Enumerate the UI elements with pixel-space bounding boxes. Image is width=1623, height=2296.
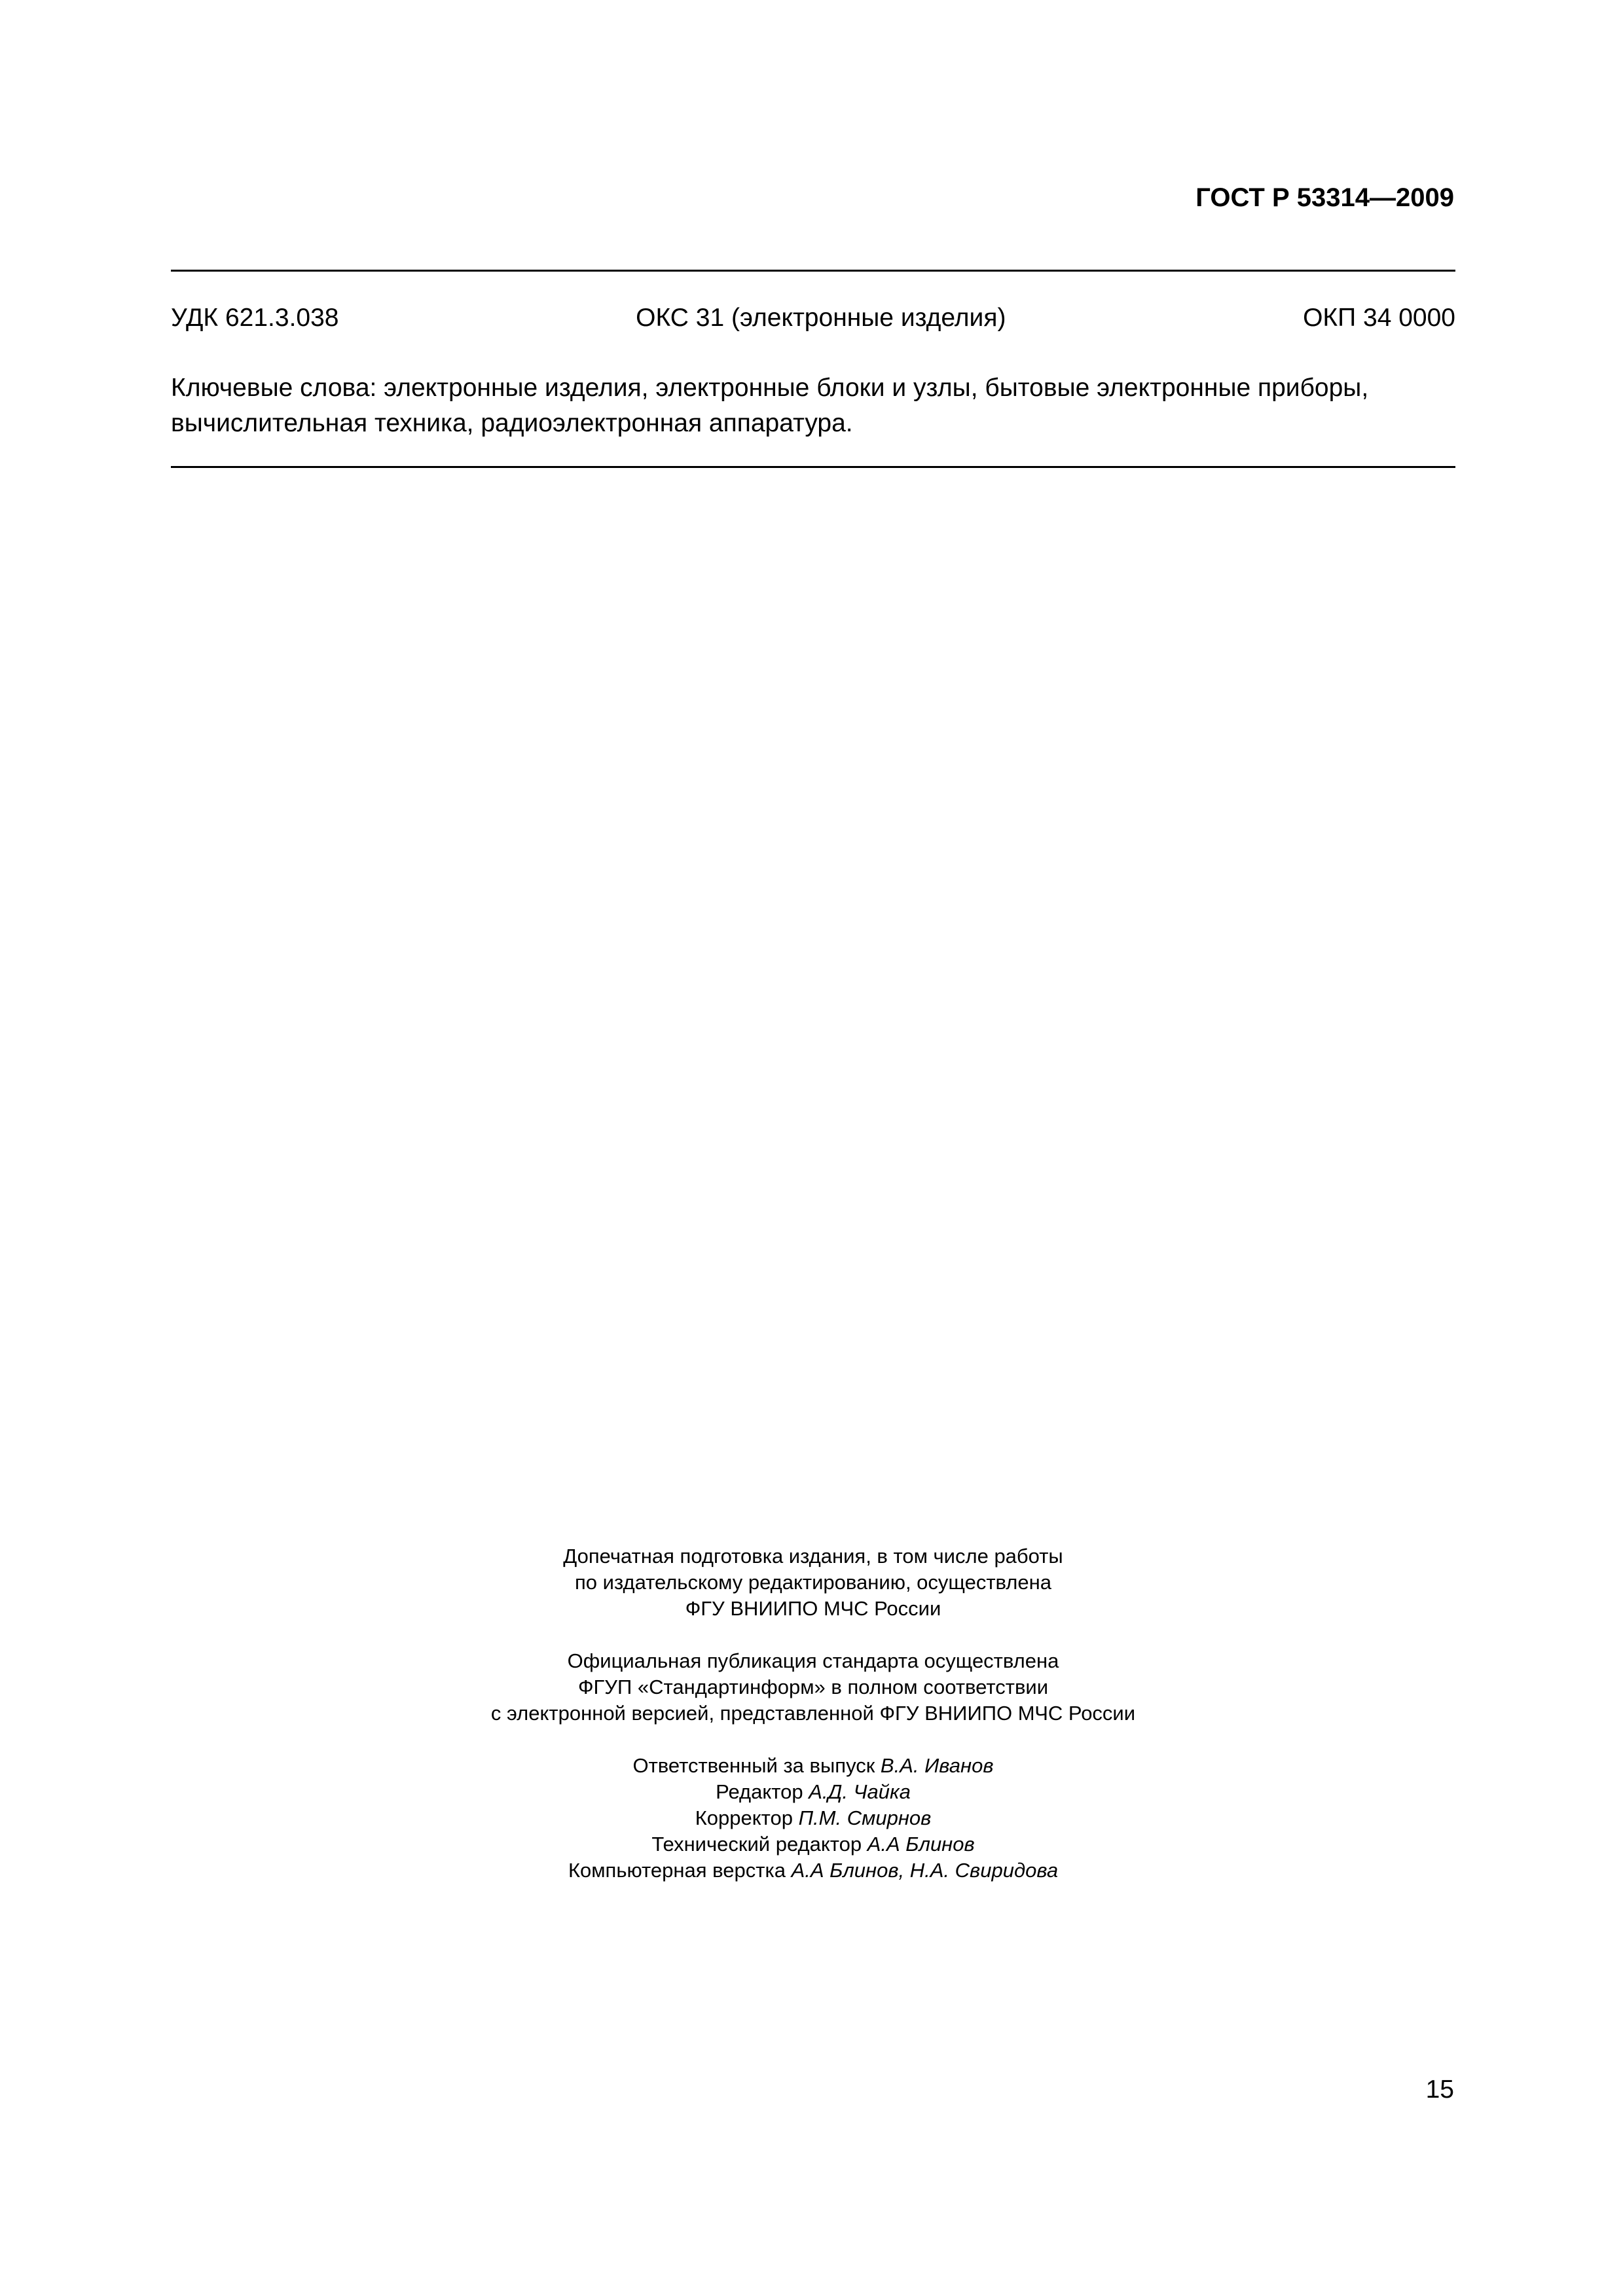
credit-name: В.А. Иванов [880, 1754, 994, 1777]
prepress-line: Допечатная подготовка издания, в том числе работы [563, 1545, 1063, 1568]
imprint-block [171, 1543, 1455, 1884]
bottom-divider [171, 466, 1455, 468]
document-code: ГОСТ Р 53314—2009 [1195, 183, 1454, 212]
publication-line: ФГУП «Стандартинформ» в полном соответствии [577, 1676, 1049, 1698]
credit-role: Технический редактор [651, 1833, 862, 1856]
credit-line [171, 1831, 1455, 1857]
prepress-line: по издательскому редактированию, осуществлена [575, 1571, 1051, 1594]
okp-code: ОКП 34 0000 [1303, 304, 1455, 332]
credit-line [171, 1857, 1455, 1884]
credit-line [171, 1805, 1455, 1831]
credit-name: А.А Блинов [867, 1833, 975, 1856]
prepress-line: ФГУ ВНИИПО МЧС России [685, 1597, 941, 1620]
oks-code: ОКС 31 (электронные изделия) [636, 304, 1006, 332]
credit-line [171, 1753, 1455, 1779]
udk-code: УДК 621.3.038 [171, 304, 339, 332]
credit-name: П.М. Смирнов [798, 1806, 932, 1829]
keywords [171, 370, 1455, 441]
spacer [171, 1622, 1455, 1648]
spacer [171, 1727, 1455, 1753]
classification-row [171, 305, 1455, 331]
publication-line: с электронной версией, представленной ФГУ ВНИИПО МЧС России [490, 1702, 1136, 1725]
publication-line: Официальная публикация стандарта осуществлена [567, 1649, 1059, 1672]
page-number: 15 [1425, 2075, 1454, 2104]
credit-name: А.Д. Чайка [809, 1780, 911, 1803]
credit-role: Редактор [716, 1780, 803, 1803]
keywords-line-2: вычислительная техника, радиоэлектронная аппаратура. [171, 409, 853, 437]
credit-role: Компьютерная верстка [568, 1859, 786, 1882]
credit-role: Корректор [695, 1806, 793, 1829]
credit-name: А.А Блинов, Н.А. Свиридова [791, 1859, 1059, 1882]
credit-role: Ответственный за выпуск [632, 1754, 875, 1777]
credit-line [171, 1779, 1455, 1805]
top-divider [171, 270, 1455, 272]
keywords-line-1: Ключевые слова: электронные изделия, электронные блоки и узлы, бытовые электронные приборы, [171, 374, 1369, 402]
